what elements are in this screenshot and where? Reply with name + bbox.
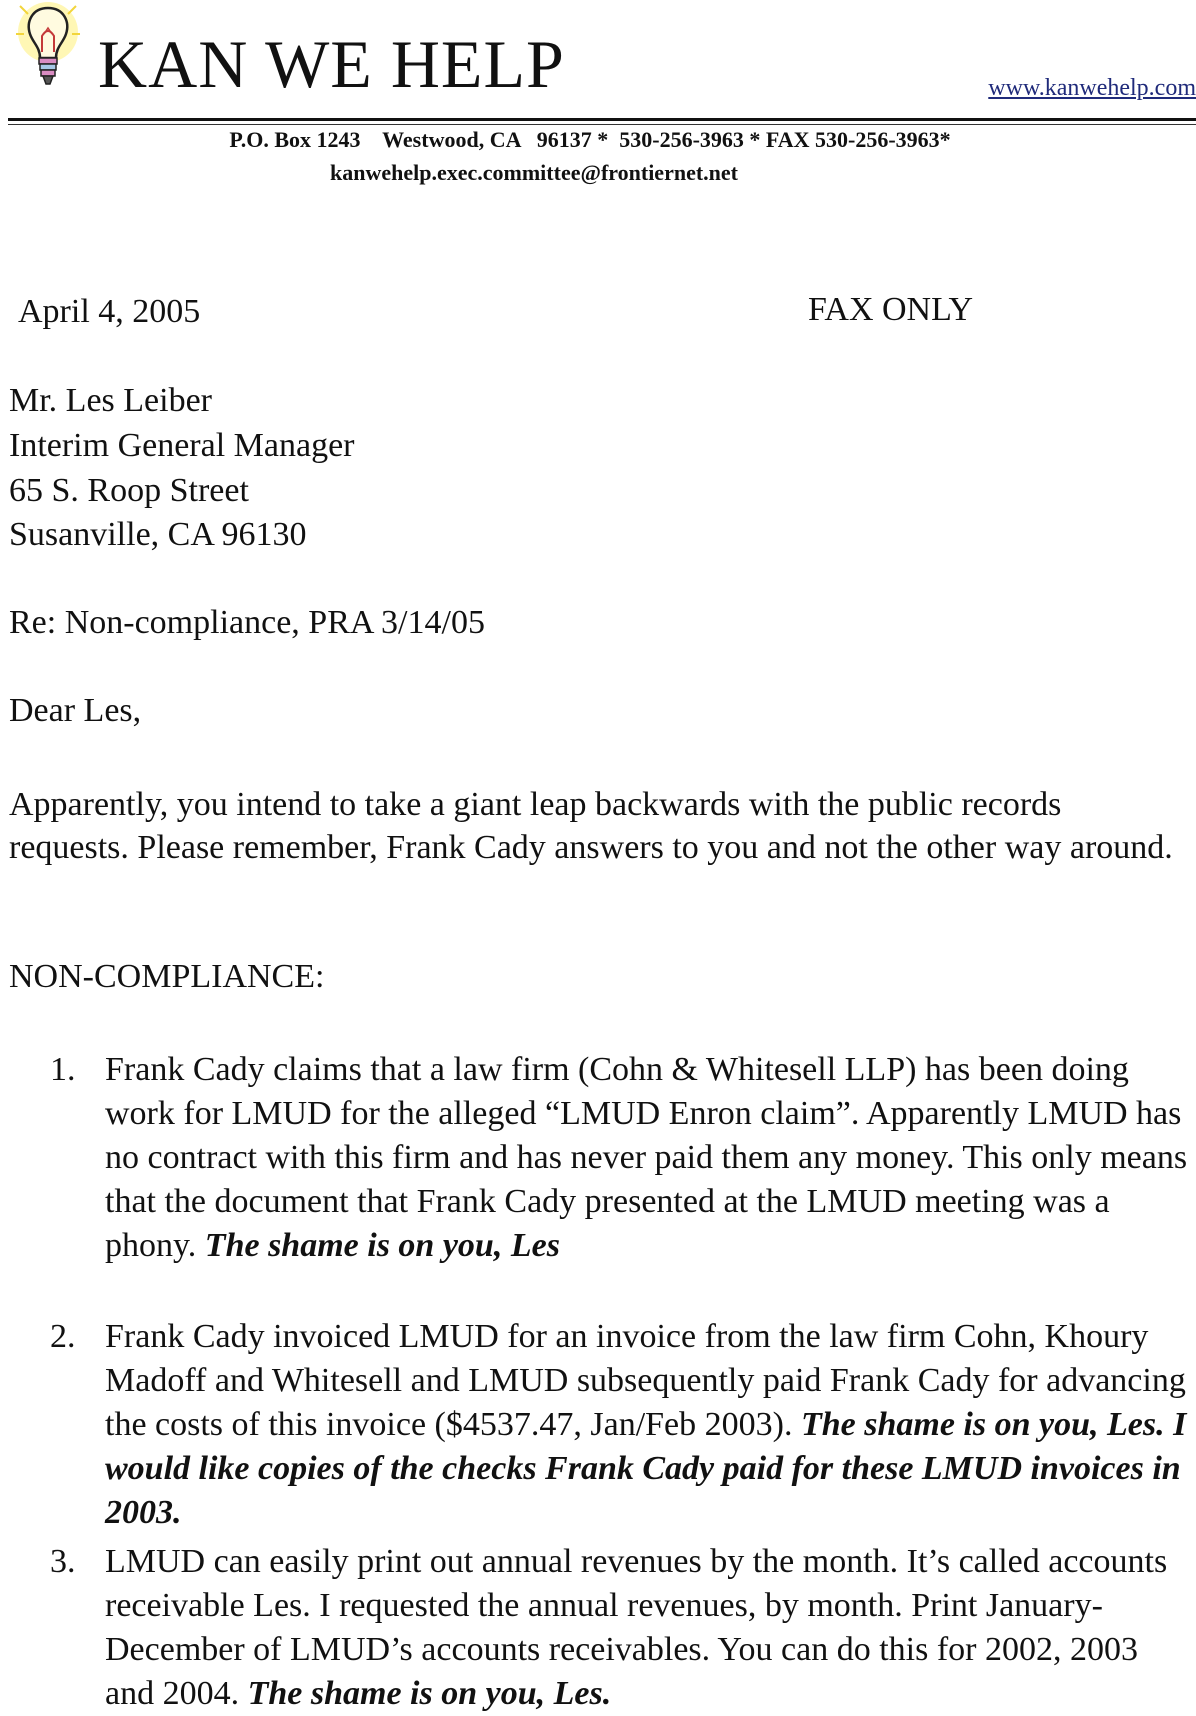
subject-line: Re: Non-compliance, PRA 3/14/05 [9, 604, 485, 641]
section-heading: NON-COMPLIANCE: [9, 958, 325, 995]
organization-name: KAN WE HELP [98, 26, 565, 102]
recipient-name: Mr. Les Leiber [9, 382, 212, 419]
letter-date: April 4, 2005 [18, 293, 201, 330]
letterhead-rule [8, 118, 1196, 121]
list-item-number: 2. [50, 1318, 76, 1355]
recipient-title: Interim General Manager [9, 427, 355, 464]
recipient-city: Susanville, CA 96130 [9, 516, 307, 553]
letterhead-address: P.O. Box 1243 Westwood, CA 96137 * 530-256-3963 * FAX 530-256-3963* [229, 127, 951, 152]
lightbulb-icon [14, 0, 92, 98]
list-item-body: LMUD can easily print out annual revenues by the month. It’s called accounts receivable Les. I requested the annual revenues, by month. Print January-December of LMUD’s accounts receivables. You can do this for 2002, 2003 and 2004. [105, 1543, 1168, 1712]
list-item-text [105, 1048, 1190, 1268]
list-item-text [105, 1540, 1190, 1716]
list-item-emphasis: The shame is on you, Les. I would like copies of the checks Frank Cady paid for these LMUD invoices in 2003. [105, 1406, 1187, 1531]
list-item-text [105, 1315, 1190, 1535]
intro-paragraph: Apparently, you intend to take a giant leap backwards with the public records requests. Please remember, Frank Cady answers to you and not the other way around. [9, 786, 1173, 866]
list-item-emphasis: The shame is on you, Les. [247, 1675, 612, 1712]
list-item-emphasis: The shame is on you, Les [204, 1227, 560, 1264]
recipient-street: 65 S. Roop Street [9, 472, 249, 509]
letterhead-email: kanwehelp.exec.committee@frontiernet.net [330, 160, 738, 185]
salutation: Dear Les, [9, 692, 142, 729]
list-item [50, 1048, 1190, 1268]
list-item-body: Frank Cady invoiced LMUD for an invoice from the law firm Cohn, Khoury Madoff and Whitesell and LMUD subsequently paid Frank Cady for advancing the costs of this invoice ($4537.47, Jan/Feb 2003). [105, 1318, 1186, 1443]
website-link[interactable]: www.kanwehelp.com [988, 75, 1196, 101]
list-item-body: Frank Cady claims that a law firm (Cohn & Whitesell LLP) has been doing work for LMUD for the alleged “LMUD Enron claim”. Apparently LMUD has no contract with this firm and has never paid them any money. This only means that the document that Frank Cady presented at the LMUD meeting was a phony. [105, 1051, 1188, 1264]
list-item-number: 1. [50, 1051, 76, 1088]
list-item [50, 1315, 1190, 1535]
fax-only-note: FAX ONLY [808, 291, 974, 328]
list-item [50, 1540, 1190, 1716]
list-item-number: 3. [50, 1543, 76, 1580]
letterhead-rule-thin [8, 124, 1196, 125]
